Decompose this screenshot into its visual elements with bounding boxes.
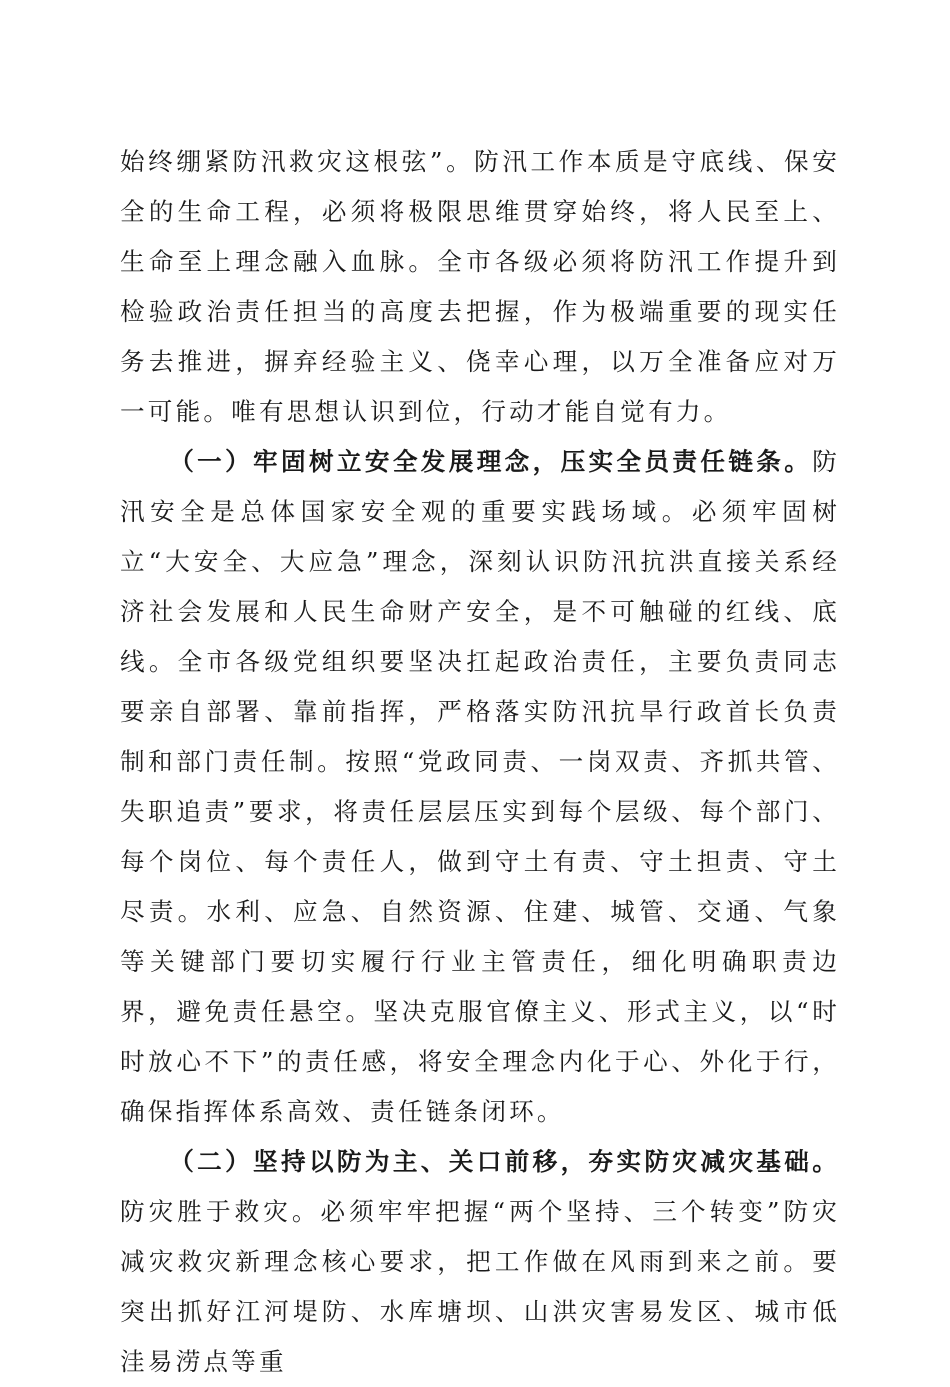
paragraph-text: 始终绷紧防汛救灾这根弦”。防汛工作本质是守底线、保安全的生命工程，必须将极限思维贯穿始终，将人民至上、生命至上理念融入血脉。全市各级必须将防汛工作提升到检验政治责任担当的高度去把握，作为极端重要的现实任务去推进，摒弃经验主义、侥幸心理，以万全准备应对万一可能。唯有思想认识到位，行动才能自觉有力。 (120, 147, 840, 426)
section-heading-two: （二）坚持以防为主、关口前移，夯实防灾减灾基础。 (169, 1147, 840, 1176)
paragraph-intro-continuation (120, 137, 840, 437)
section-heading-one: （一）牢固树立安全发展理念，压实全员责任链条。 (169, 447, 813, 476)
paragraph-section-two (120, 1137, 840, 1387)
document-body (120, 137, 840, 1387)
paragraph-section-one (120, 437, 840, 1137)
paragraph-text: 防灾胜于救灾。必须牢牢把握“两个坚持、三个转变”防灾减灾救灾新理念核心要求，把工作做在风雨到来之前。要突出抓好江河堤防、水库塘坝、山洪灾害易发区、城市低洼易涝点等重 (120, 1197, 840, 1376)
paragraph-text: 防汛安全是总体国家安全观的重要实践场域。必须牢固树立“大安全、大应急”理念，深刻认识防汛抗洪直接关系经济社会发展和人民生命财产安全，是不可触碰的红线、底线。全市各级党组织要坚决扛起政治责任，主要负责同志要亲自部署、靠前指挥，严格落实防汛抗旱行政首长负责制和部门责任制。按照“党政同责、一岗双责、齐抓共管、失职追责”要求，将责任层层压实到每个层级、每个部门、每个岗位、每个责任人，做到守土有责、守土担责、守土尽责。水利、应急、自然资源、住建、城管、交通、气象等关键部门要切实履行行业主管责任，细化明确职责边界，避免责任悬空。坚决克服官僚主义、形式主义，以“时时放心不下”的责任感，将安全理念内化于心、外化于行，确保指挥体系高效、责任链条闭环。 (120, 447, 840, 1126)
